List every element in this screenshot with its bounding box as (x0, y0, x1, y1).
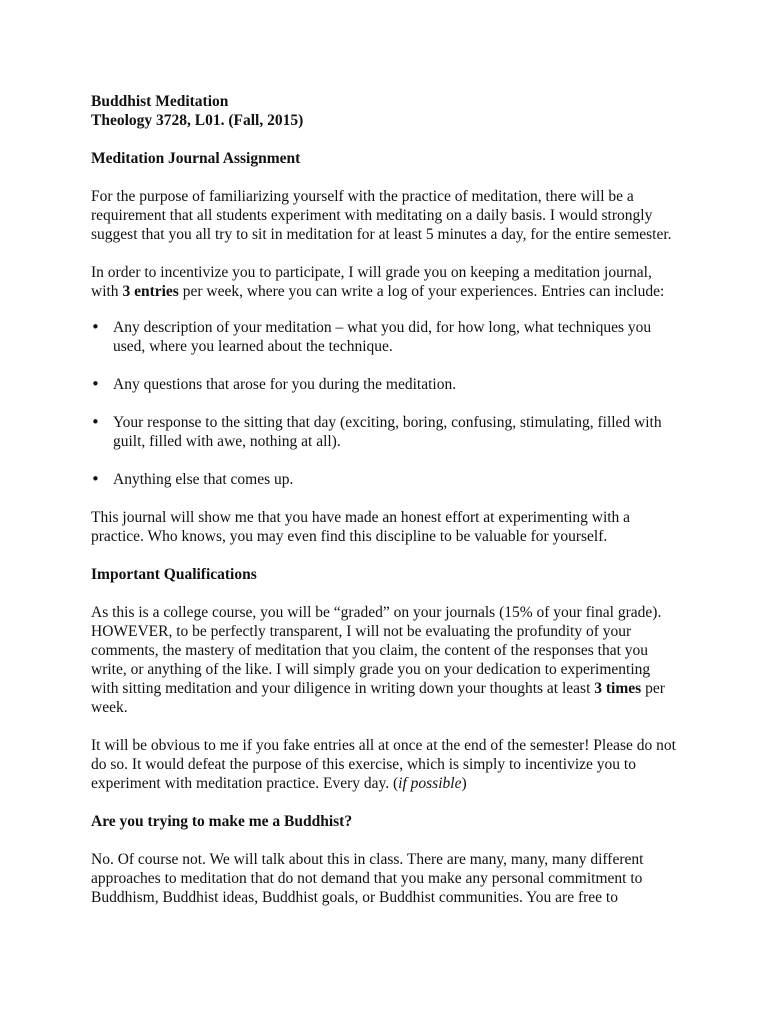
bullet-icon: • (91, 413, 100, 431)
list-item (91, 375, 681, 394)
list-item-text: Any description of your meditation – what you did, for how long, what techniques you used, where you learned about the technique. (113, 319, 652, 355)
grading-text-after: per week, where you can write a log of your experiences. Entries can include: (178, 283, 665, 300)
list-item-text: Your response to the sitting that day (exciting, boring, confusing, stimulating, filled with guilt, filled with awe, nothing at all). (113, 414, 662, 450)
qualifications-text-after: per week. (91, 680, 665, 716)
qualifications-heading: Important Qualifications (91, 566, 257, 583)
document-page (91, 92, 681, 907)
course-code: Theology 3728, L01. (Fall, 2015) (91, 112, 304, 129)
journal-paragraph: This journal will show me that you have made an honest effort at experimenting with a practice. Who knows, you may even find this discipline to be valuable for yourself. (91, 509, 631, 545)
entries-list (91, 318, 681, 489)
qualifications-text-before: As this is a college course, you will be “graded” on your journals (15% of your final grade). HOWEVER, to be perfectly transparent, I will not be evaluating the profundity of your comments, the mastery of meditation that you claim, the content of the responses that you write, or anything of the like. I will simply grade you on your dedication to experimenting with sitting meditation and your diligence in writing down your thoughts at least (91, 604, 662, 697)
obvious-text-italic: if possible (398, 775, 462, 792)
assignment-title: Meditation Journal Assignment (91, 150, 301, 167)
list-item (91, 470, 681, 489)
bullet-icon: • (91, 470, 100, 488)
list-item-text: Any questions that arose for you during the meditation. (113, 376, 457, 393)
qualifications-paragraph (91, 603, 681, 717)
qualifications-text-bold: 3 times (594, 680, 642, 697)
obvious-text-after: ) (461, 775, 467, 792)
buddhist-heading: Are you trying to make me a Buddhist? (91, 813, 353, 830)
bullet-icon: • (91, 318, 100, 336)
list-item (91, 413, 681, 451)
obvious-text-before: It will be obvious to me if you fake entries all at once at the end of the semester! Please do not do so. It would defeat the purpose of this exercise, which is simply to incentivize you to experiment with meditation practice. Every day. ( (91, 737, 676, 792)
course-title: Buddhist Meditation (91, 93, 229, 110)
grading-text-before: In order to incentivize you to participate, I will grade you on keeping a meditation journal, with (91, 264, 652, 300)
list-item (91, 318, 681, 356)
buddhist-paragraph: No. Of course not. We will talk about this in class. There are many, many, many different approaches to meditation that do not demand that you make any personal commitment to Buddhism, Buddhist ideas, Buddhist goals, or Buddhist communities. You are free to (91, 851, 644, 906)
obvious-paragraph (91, 736, 681, 793)
intro-paragraph: For the purpose of familiarizing yourself with the practice of meditation, there will be a requirement that all students experiment with meditating on a daily basis. I would strongly suggest that you all try to sit in meditation for at least 5 minutes a day, for the entire semester. (91, 188, 672, 243)
grading-text-bold: 3 entries (122, 283, 179, 300)
bullet-icon: • (91, 375, 100, 393)
grading-paragraph (91, 263, 681, 301)
list-item-text: Anything else that comes up. (113, 471, 294, 488)
